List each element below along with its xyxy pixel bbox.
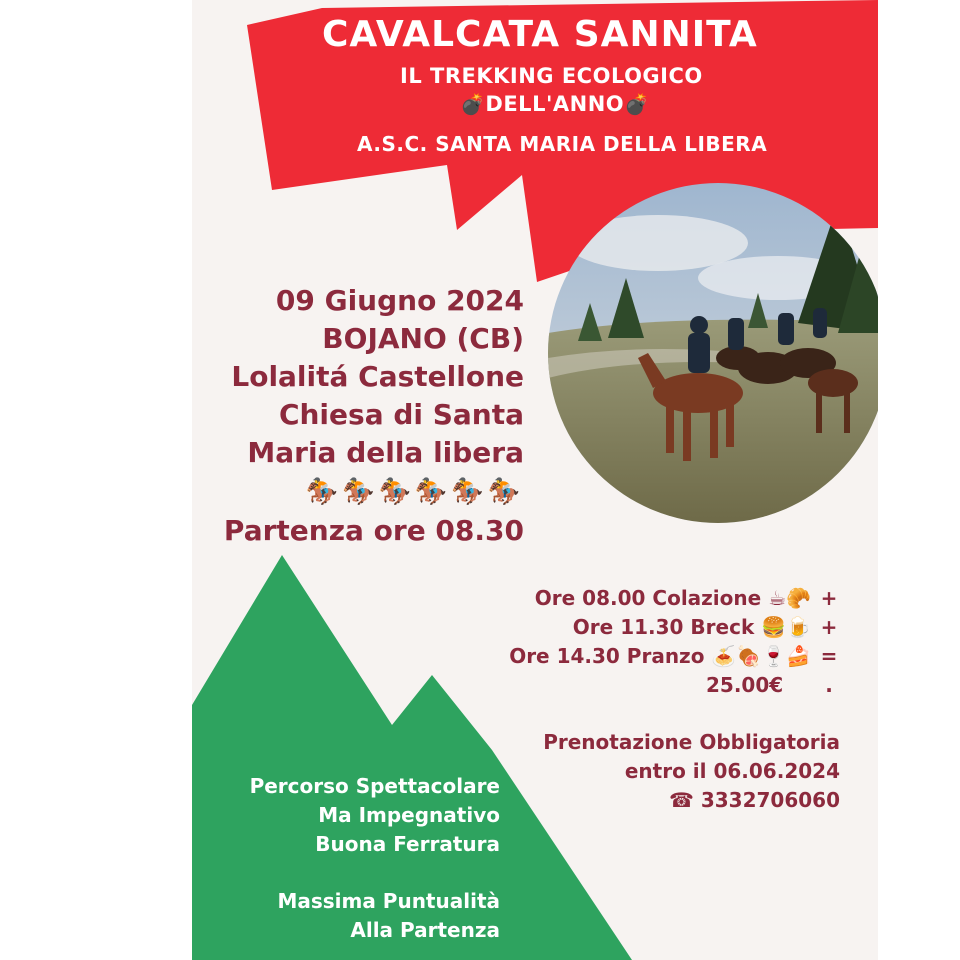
horse-racing-icons: 🏇🏇🏇🏇🏇🏇 [305, 477, 524, 507]
schedule-label: Ore 14.30 Pranzo [509, 644, 705, 668]
schedule-label: Ore 08.00 Colazione [534, 586, 762, 610]
schedule-row-breakfast [509, 584, 840, 613]
poster-title: CAVALCATA SANNITA [322, 14, 758, 55]
event-details [224, 282, 524, 550]
bomb-icon: 💣 [624, 92, 650, 116]
food-icons: ☕🥐 [768, 586, 812, 610]
organizer-name: A.S.C. SANTA MARIA DELLA LIBERA [357, 132, 768, 156]
schedule-row-lunch [509, 642, 840, 671]
booking-line1: Prenotazione Obbligatoria [543, 730, 840, 754]
punctuality-note [277, 887, 500, 945]
equals-sign: = [820, 644, 838, 668]
booking-info [543, 728, 840, 815]
plus-sign: + [820, 615, 838, 639]
phone-number: 3332706060 [700, 788, 840, 812]
event-city: BOJANO (CB) [322, 322, 524, 355]
route-line2: Ma Impegnativo [318, 803, 500, 827]
subtitle-line1: IL TREKKING ECOLOGICO [400, 64, 703, 88]
meal-schedule [509, 584, 840, 700]
route-line3: Buona Ferratura [315, 832, 500, 856]
price: 25.00€ [705, 673, 784, 697]
food-icons: 🍝🍖🍷🍰 [711, 644, 812, 668]
phone-icon: ☎ [668, 788, 694, 812]
booking-line2: entro il 06.06.2024 [624, 759, 840, 783]
subtitle-line2-text: DELL'ANNO [485, 92, 625, 116]
route-line1: Percorso Spettacolare [249, 774, 500, 798]
food-icons: 🍔🍺 [761, 615, 812, 639]
event-poster [192, 0, 878, 960]
route-description [250, 772, 500, 859]
event-date: 09 Giugno 2024 [275, 284, 524, 317]
price-end-dot: . [825, 673, 833, 697]
horse-riders-photo [548, 183, 878, 523]
schedule-label: Ore 11.30 Breck [572, 615, 755, 639]
schedule-price-row [509, 671, 840, 700]
event-location-line2: Chiesa di Santa [278, 398, 524, 431]
schedule-row-break [509, 613, 840, 642]
event-location-line1: Lolalitá Castellone [231, 360, 524, 393]
plus-sign: + [820, 586, 838, 610]
departure-time: Partenza ore 08.30 [223, 514, 524, 547]
subtitle-line2 [460, 92, 650, 116]
punctuality-line1: Massima Puntualità [277, 889, 500, 913]
booking-phone [543, 786, 840, 815]
event-location-line3: Maria della libera [247, 436, 524, 469]
bomb-icon: 💣 [460, 92, 486, 116]
punctuality-line2: Alla Partenza [350, 918, 500, 942]
